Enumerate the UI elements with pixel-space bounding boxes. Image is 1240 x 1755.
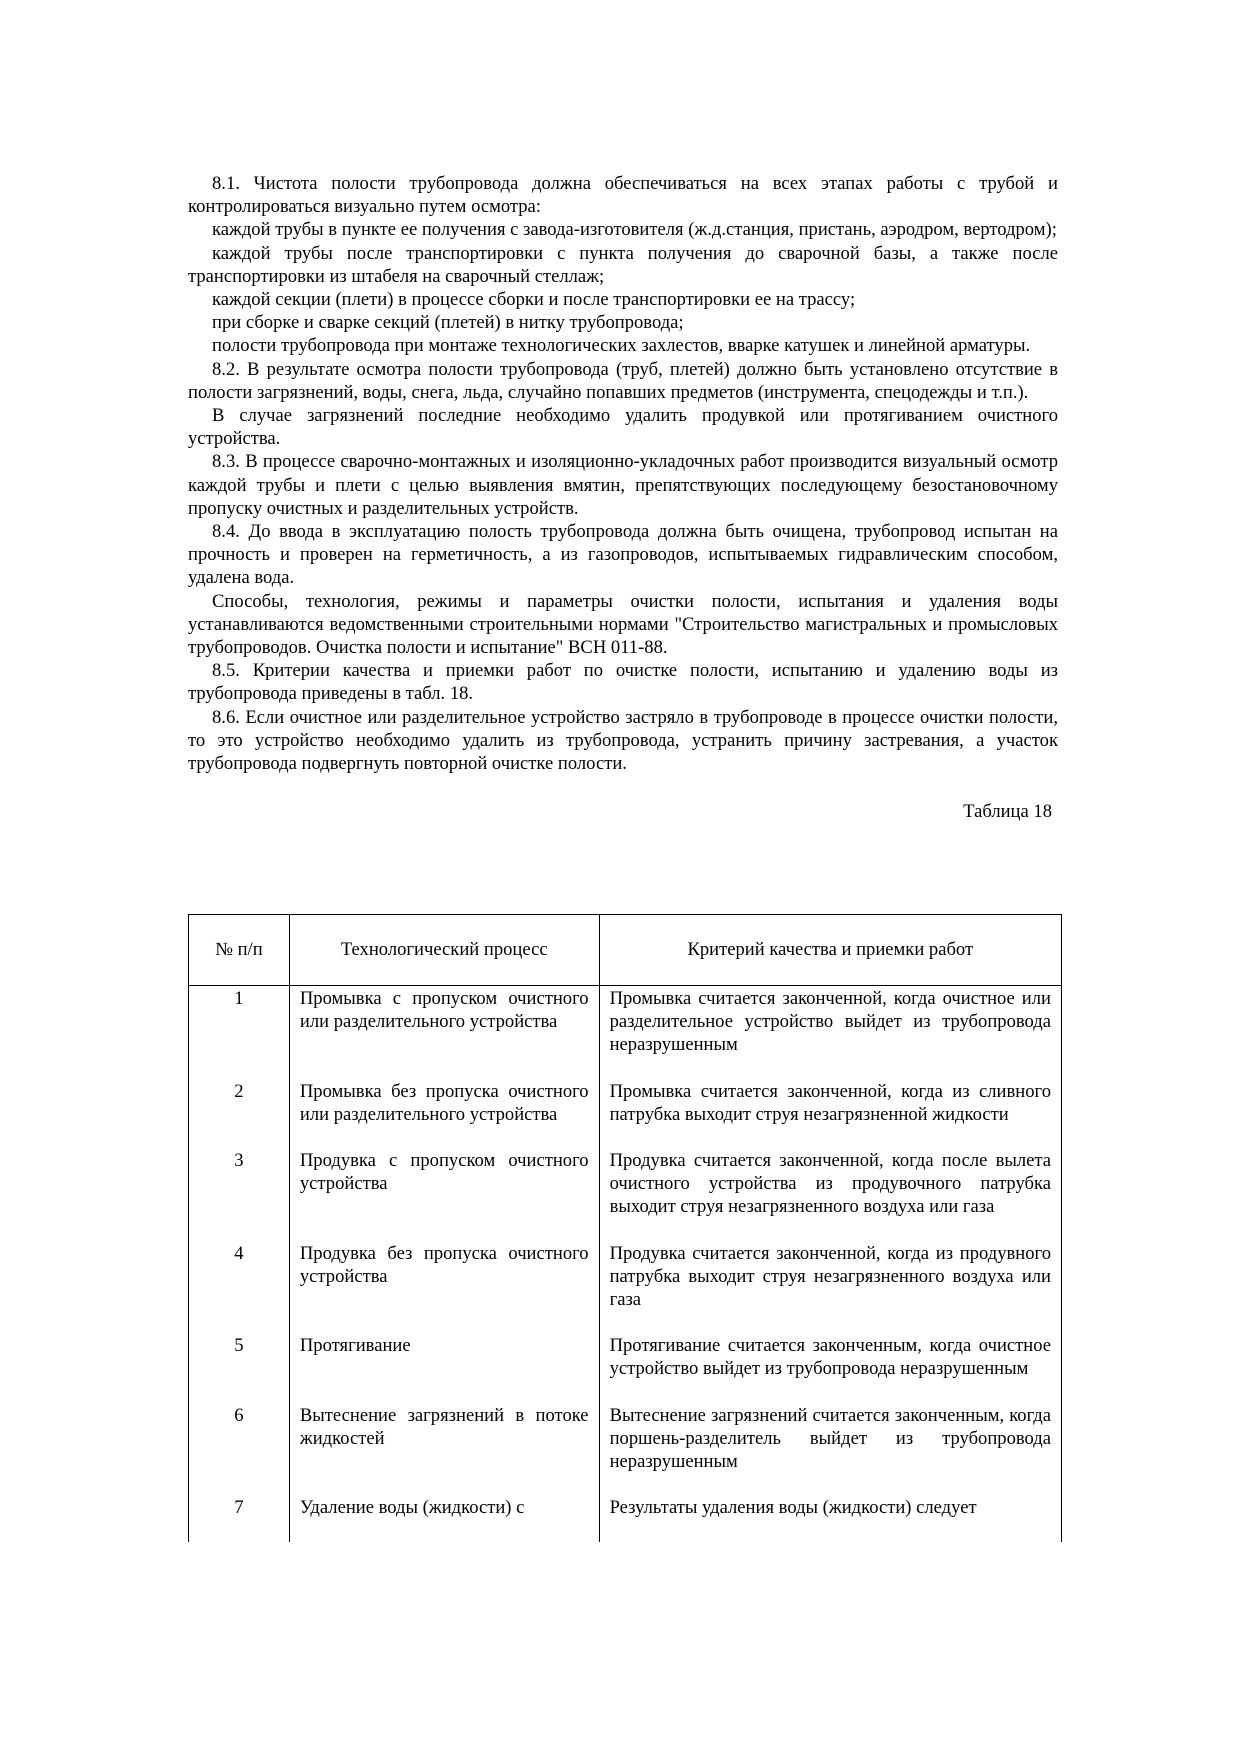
row-process: Протягивание	[289, 1334, 599, 1403]
paragraph-8-3: 8.3. В процессе сварочно-монтажных и изоляционно-укладочных работ производится визуальный осмотр каждой трубы и плети с целью выявления вмятин, препятствующих последующему безостановочному пропуску очистных и разделительных устройств.	[188, 451, 1058, 519]
row-number: 5	[189, 1334, 290, 1403]
paragraph-8-6: 8.6. Если очистное или разделительное устройство застряло в трубопроводе в процессе очистки полости, то это устройство необходимо удалить из трубопровода, устранить причину застревания, а участок трубопровода подвергнуть повторной очистке полости.	[188, 706, 1058, 775]
row-number: 1	[189, 986, 290, 1080]
paragraph: Способы, технология, режимы и параметры очистки полости, испытания и удаления воды устанавливаются ведомственными строительными нормами "Строительство магистральных и промысловых трубопроводов. Очистка полости и испытание" ВСН 011-88.	[188, 590, 1058, 659]
table-row	[189, 1149, 1062, 1242]
header-number: № п/п	[189, 915, 290, 986]
row-criterion: Промывка считается законченной, когда очистное или разделительное устройство выйдет из трубопровода неразрушенным	[599, 986, 1061, 1080]
list-item: каждой трубы после транспортировки с пункта получения до сварочной базы, а также после транспортировки из штабеля на сварочный стеллаж;	[188, 242, 1058, 287]
row-criterion: Продувка считается законченной, когда из продувного патрубка выходит струя незагрязненного воздуха или газа	[599, 1242, 1061, 1335]
paragraph-8-2: 8.2. В результате осмотра полости трубопровода (труб, плетей) должно быть установлено отсутствие в полости загрязнений, воды, снега, льда, случайно попавших предметов (инструмента, спецодежды и т.п.).	[188, 358, 1058, 403]
row-criterion: Промывка считается законченной, когда из сливного патрубка выходит струя незагрязненной жидкости	[599, 1080, 1061, 1149]
table-header-row	[189, 915, 1062, 986]
document-body	[188, 172, 1058, 823]
list-item: полости трубопровода при монтаже технологических захлестов, вварке катушек и линейной арматуры.	[212, 335, 1031, 357]
page-bottom-margin	[180, 1660, 1080, 1755]
list-item: при сборке и сварке секций (плетей) в нитку трубопровода;	[212, 312, 684, 334]
criteria-table	[188, 914, 1062, 1542]
list-item: каждой секции (плети) в процессе сборки и после транспортировки ее на трассу;	[212, 289, 856, 311]
paragraph-8-5: 8.5. Критерии качества и приемки работ по очистке полости, испытанию и удалению воды из трубопровода приведены в табл. 18.	[188, 660, 1058, 705]
row-number: 2	[189, 1080, 290, 1149]
table-caption: Таблица 18	[963, 801, 1052, 823]
table-row	[189, 986, 1062, 1080]
table-row	[189, 1242, 1062, 1335]
row-process: Промывка с пропуском очистного или разделительного устройства	[289, 986, 599, 1080]
paragraph: В случае загрязнений последние необходимо удалить продувкой или протягиванием очистного устройства.	[188, 405, 1058, 450]
row-number: 3	[189, 1149, 290, 1242]
table-row	[189, 1404, 1062, 1497]
row-process: Удаление воды (жидкости) с	[289, 1496, 599, 1542]
row-process: Продувка без пропуска очистного устройства	[289, 1242, 599, 1335]
table-row	[189, 1496, 1062, 1542]
paragraph-8-1: 8.1. Чистота полости трубопровода должна обеспечиваться на всех этапах работы с трубой и контролироваться визуально путем осмотра:	[188, 173, 1058, 218]
list-item: каждой трубы в пункте ее получения с завода-изготовителя (ж.д.станция, пристань, аэродром, вертодром);	[212, 219, 1057, 241]
row-number: 6	[189, 1404, 290, 1497]
row-process: Промывка без пропуска очистного или разделительного устройства	[289, 1080, 599, 1149]
header-process: Технологический процесс	[289, 915, 599, 986]
table-row	[189, 1080, 1062, 1149]
row-process: Вытеснение загрязнений в потоке жидкостей	[289, 1404, 599, 1497]
table-row	[189, 1334, 1062, 1403]
header-criterion: Критерий качества и приемки работ	[599, 915, 1061, 986]
row-process: Продувка с пропуском очистного устройства	[289, 1149, 599, 1242]
row-number: 7	[189, 1496, 290, 1542]
row-criterion: Вытеснение загрязнений считается законченным, когда поршень-разделитель выйдет из трубопровода неразрушенным	[599, 1404, 1061, 1497]
row-criterion: Продувка считается законченной, когда после вылета очистного устройства из продувочного патрубка выходит струя незагрязненного воздуха или газа	[599, 1149, 1061, 1242]
row-number: 4	[189, 1242, 290, 1335]
row-criterion: Протягивание считается законченным, когда очистное устройство выйдет из трубопровода неразрушенным	[599, 1334, 1061, 1403]
row-criterion: Результаты удаления воды (жидкости) следует	[599, 1496, 1061, 1542]
paragraph-8-4: 8.4. До ввода в эксплуатацию полость трубопровода должна быть очищена, трубопровод испытан на прочность и проверен на герметичность, а из газопроводов, испытываемых гидравлическим способом, удалена вода.	[188, 521, 1058, 589]
